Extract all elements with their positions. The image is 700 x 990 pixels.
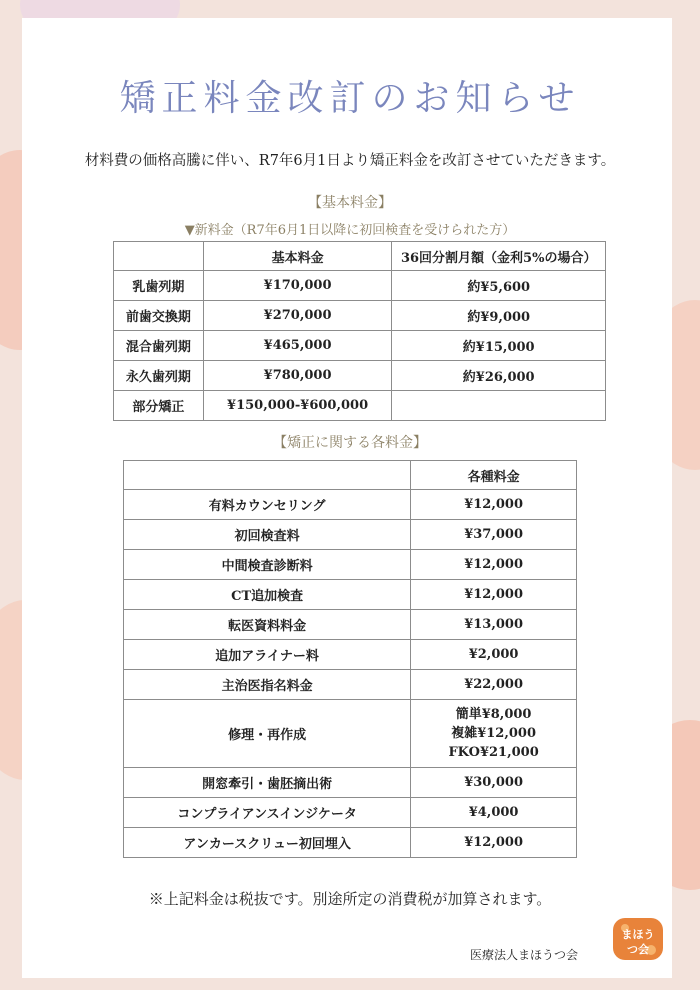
row-label: コンプライアンスインジケータ <box>124 798 411 828</box>
table-row <box>114 391 606 421</box>
row-price: ¥13,000 <box>411 610 577 640</box>
row-label: アンカースクリュー初回埋入 <box>124 828 411 858</box>
table-row <box>124 640 577 670</box>
row-label: CT追加検査 <box>124 580 411 610</box>
row-price: ¥12,000 <box>411 550 577 580</box>
row-label: 混合歯列期 <box>114 331 204 361</box>
related-fees-table <box>123 460 577 858</box>
table-row <box>124 828 577 858</box>
row-price: ¥30,000 <box>411 768 577 798</box>
row-label: 乳歯列期 <box>114 271 204 301</box>
svg-text:まほう: まほう <box>621 928 655 941</box>
row-monthly <box>392 391 606 421</box>
header-blank <box>114 242 204 271</box>
row-label: 追加アライナー料 <box>124 640 411 670</box>
repair-simple-price: 簡単¥8,000 <box>455 707 532 722</box>
repair-complex-price: 複雑¥12,000 <box>451 726 537 741</box>
table-header-row <box>114 242 606 271</box>
table-row-repair <box>124 700 577 768</box>
repair-prices <box>411 700 577 768</box>
row-label: 修理・再作成 <box>124 700 411 768</box>
page-title: 矯正料金改訂のお知らせ <box>119 78 581 119</box>
row-price: ¥150,000-¥600,000 <box>203 391 392 421</box>
clinic-logo <box>611 916 665 962</box>
row-price: ¥4,000 <box>411 798 577 828</box>
row-price: ¥270,000 <box>203 301 392 331</box>
table-row <box>114 271 606 301</box>
row-price: ¥465,000 <box>203 331 392 361</box>
new-fees-note: ▼新料金（R7年6月1日以降に初回検査を受けられた方） <box>184 223 516 238</box>
table-row <box>114 301 606 331</box>
row-label: 初回検査料 <box>124 520 411 550</box>
table-row <box>124 550 577 580</box>
table-row <box>124 520 577 550</box>
table-row <box>124 798 577 828</box>
row-label: 開窓牽引・歯胚摘出術 <box>124 768 411 798</box>
row-price: ¥12,000 <box>411 580 577 610</box>
logo-icon <box>611 916 665 962</box>
basic-fees-table <box>113 241 606 421</box>
organization-name: 医療法人まほうつ会 <box>470 948 579 962</box>
row-label: 主治医指名料金 <box>124 670 411 700</box>
row-label: 中間検査診断料 <box>124 550 411 580</box>
table-row <box>114 361 606 391</box>
row-price: ¥22,000 <box>411 670 577 700</box>
basic-fees-heading: 【基本料金】 <box>308 195 392 211</box>
table-row <box>124 610 577 640</box>
row-price: ¥37,000 <box>411 520 577 550</box>
row-monthly: 約¥9,000 <box>392 301 606 331</box>
row-monthly: 約¥15,000 <box>392 331 606 361</box>
tax-footnote: ※上記料金は税抜です。別途所定の消費税が加算されます。 <box>148 890 552 908</box>
header-basic-fee: 基本料金 <box>203 242 392 271</box>
row-price: ¥12,000 <box>411 828 577 858</box>
related-fees-heading: 【矯正に関する各料金】 <box>273 435 427 451</box>
row-price: ¥780,000 <box>203 361 392 391</box>
header-blank <box>124 461 411 490</box>
row-label: 有料カウンセリング <box>124 490 411 520</box>
header-fee: 各種料金 <box>411 461 577 490</box>
row-label: 転医資料料金 <box>124 610 411 640</box>
row-label: 部分矯正 <box>114 391 204 421</box>
intro-text: 材料費の価格高騰に伴い、R7年6月1日より矯正料金を改訂させていただきます。 <box>84 153 616 169</box>
table-row <box>124 580 577 610</box>
row-price: ¥12,000 <box>411 490 577 520</box>
row-label: 前歯交換期 <box>114 301 204 331</box>
row-price: ¥170,000 <box>203 271 392 301</box>
table-row <box>114 331 606 361</box>
table-row <box>124 768 577 798</box>
row-label: 永久歯列期 <box>114 361 204 391</box>
table-row <box>124 490 577 520</box>
svg-text:つ会: つ会 <box>627 943 649 956</box>
header-installment: 36回分割月額（金利5%の場合） <box>392 242 606 271</box>
repair-fko-price: FKO¥21,000 <box>448 745 539 760</box>
row-price: ¥2,000 <box>411 640 577 670</box>
table-header-row <box>124 461 577 490</box>
table-row <box>124 670 577 700</box>
row-monthly: 約¥5,600 <box>392 271 606 301</box>
row-monthly: 約¥26,000 <box>392 361 606 391</box>
